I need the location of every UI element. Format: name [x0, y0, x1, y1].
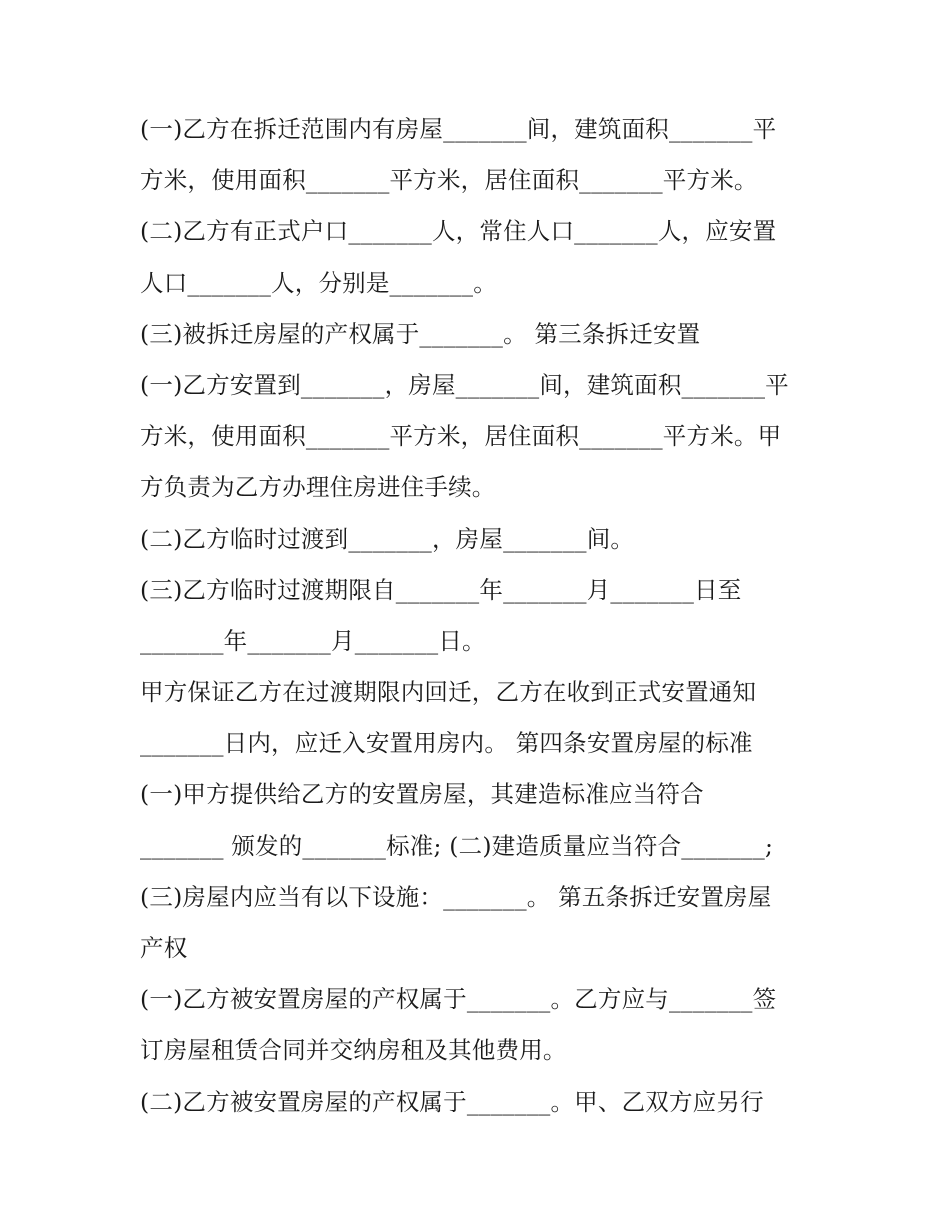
text-line-17: 产权	[140, 934, 188, 962]
text-line-18: (一)乙方被安置房屋的产权属于_______。乙方应与_______签	[140, 985, 777, 1014]
text-line-3: (二)乙方有正式户口_______人，常住人口_______人，应安置	[140, 217, 777, 246]
text-line-15: _______ 颁发的_______标准; (二)建造质量应当符合_______;	[140, 831, 774, 860]
text-line-4: 人口_______人，分别是_______。	[140, 268, 497, 297]
text-line-1: (一)乙方在拆迁范围内有房屋_______间，建筑面积_______平	[140, 115, 777, 143]
text-line-2: 方米，使用面积_______平方米，居住面积_______平方米。	[140, 166, 758, 195]
text-line-5: (三)被拆迁房屋的产权属于_______。 第三条拆迁安置	[140, 319, 701, 348]
document-body	[140, 104, 820, 1128]
text-line-11: _______年_______月_______日。	[140, 626, 486, 655]
text-line-16: (三)房屋内应当有以下设施：_______。 第五条拆迁安置房屋	[140, 882, 772, 911]
text-line-8: 方负责为乙方办理住房进住手续。	[140, 473, 496, 502]
text-line-20: (二)乙方被安置房屋的产权属于_______。甲、乙双方应另行	[140, 1087, 764, 1116]
text-line-9: (二)乙方临时过渡到_______，房屋_______间。	[140, 524, 635, 553]
text-line-7: 方米，使用面积_______平方米，居住面积_______平方米。甲	[140, 422, 782, 451]
text-line-12: 甲方保证乙方在过渡期限内回迁，乙方在收到正式安置通知	[140, 678, 757, 707]
text-line-14: (一)甲方提供给乙方的安置房屋，其建造标准应当符合	[140, 780, 704, 809]
text-line-6: (一)乙方安置到_______，房屋_______间，建筑面积_______平	[140, 370, 789, 399]
text-line-19: 订房屋租赁合同并交纳房租及其他费用。	[140, 1036, 567, 1065]
text-line-13: _______日内，应迁入安置用房内。 第四条安置房屋的标准	[140, 729, 753, 758]
text-line-10: (三)乙方临时过渡期限自_______年_______月_______日至	[140, 575, 742, 604]
